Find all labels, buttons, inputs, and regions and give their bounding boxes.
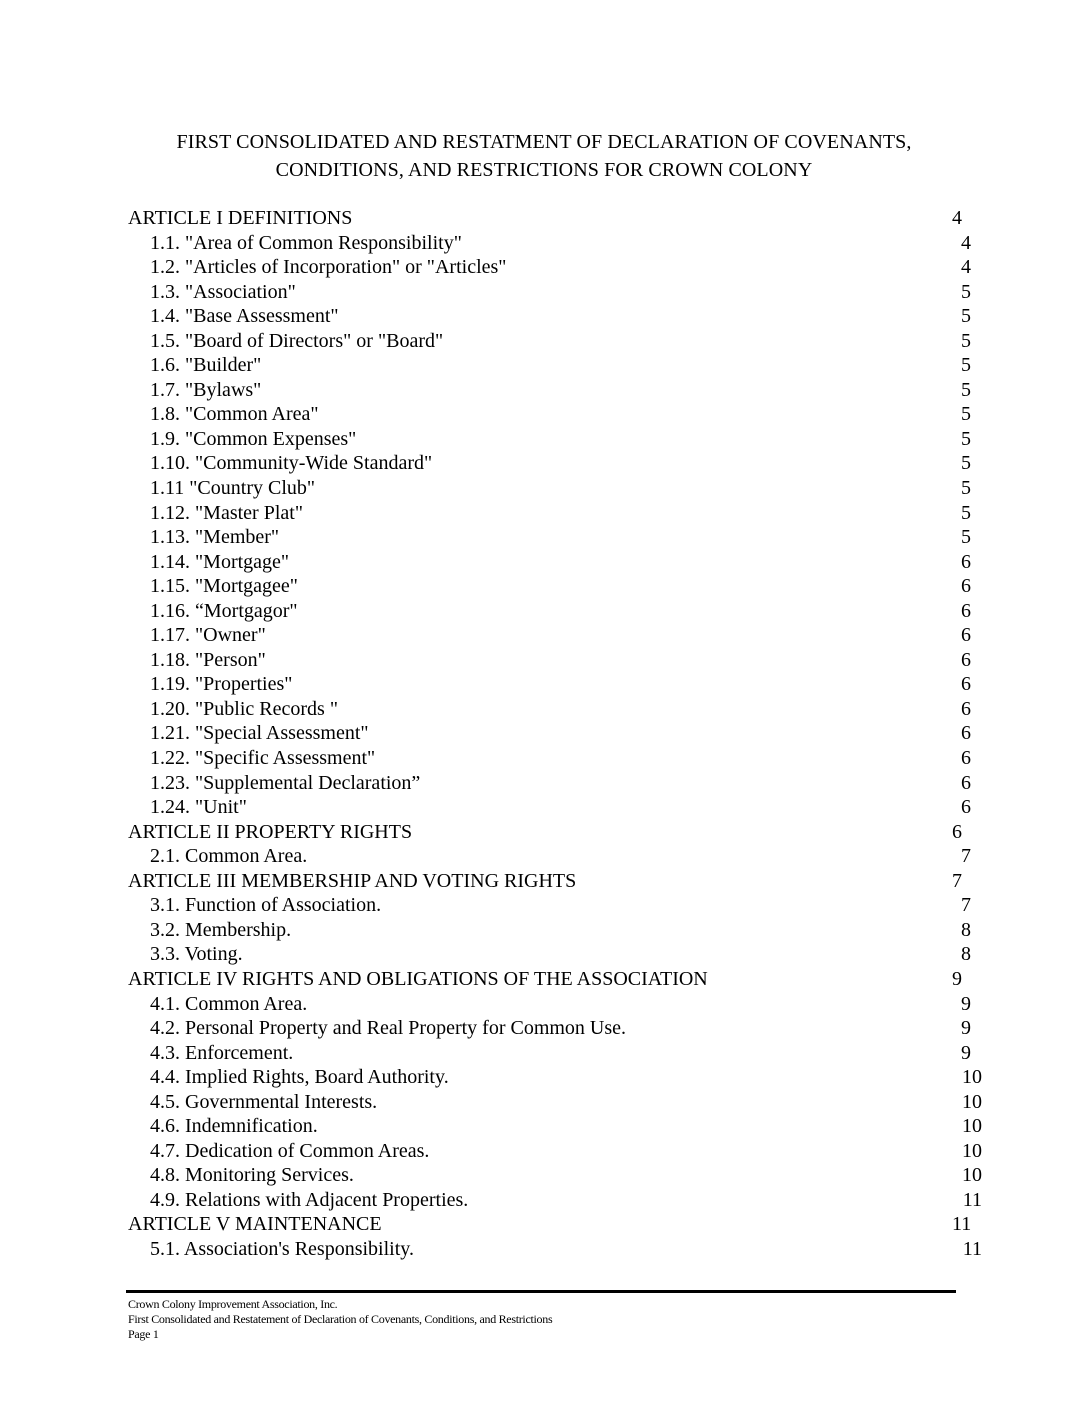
toc-page-number: 6 [961, 796, 971, 819]
toc-page-number: 5 [961, 280, 971, 303]
toc-section-row [0, 918, 1088, 943]
toc-page-number: 5 [961, 329, 971, 352]
toc-section-row [0, 378, 1088, 403]
toc-section-row [0, 795, 1088, 820]
title-line-1: FIRST CONSOLIDATED AND RESTATMENT OF DECLARATION OF COVENANTS, [176, 131, 912, 153]
toc-entry-label: 1.14. "Mortgage" [150, 550, 290, 573]
toc-page-number: 5 [961, 354, 971, 377]
toc-entry-label: 1.13. "Member" [150, 526, 280, 549]
toc-entry-label: 1.17. "Owner" [150, 624, 266, 647]
toc-page-number: 6 [961, 673, 971, 696]
toc-entry-label: 4.9. Relations with Adjacent Properties. [150, 1188, 469, 1211]
toc-page-number: 5 [961, 427, 971, 450]
toc-section-row [0, 525, 1088, 550]
toc-section-row [0, 451, 1088, 476]
toc-page-number: 11 [952, 1213, 972, 1236]
toc-entry-label: 4.4. Implied Rights, Board Authority. [150, 1066, 449, 1089]
toc-entry-label: 1.3. "Association" [150, 280, 296, 303]
toc-page-number: 10 [962, 1066, 982, 1089]
toc-entry-label: 4.7. Dedication of Common Areas. [150, 1139, 430, 1162]
toc-section-row [0, 1065, 1088, 1090]
toc-section-row [0, 771, 1088, 796]
toc-entry-label: 1.21. "Special Assessment" [150, 722, 369, 745]
toc-page-number: 6 [952, 820, 962, 843]
toc-entry-label: 5.1. Association's Responsibility. [150, 1237, 414, 1260]
table-of-contents [0, 206, 1088, 1262]
toc-page-number: 5 [961, 477, 971, 500]
toc-entry-label: ARTICLE III MEMBERSHIP AND VOTING RIGHTS [128, 869, 577, 892]
toc-entry-label: 4.6. Indemnification. [150, 1115, 318, 1138]
toc-section-row [0, 1114, 1088, 1139]
toc-entry-label: 1.2. "Articles of Incorporation" or "Articles" [150, 256, 507, 279]
toc-section-row [0, 1237, 1088, 1262]
toc-page-number: 6 [961, 550, 971, 573]
toc-entry-label: 1.4. "Base Assessment" [150, 305, 339, 328]
toc-page-number: 6 [961, 599, 971, 622]
toc-page-number: 6 [961, 697, 971, 720]
toc-page-number: 9 [961, 1017, 971, 1040]
toc-entry-label: 1.9. "Common Expenses" [150, 427, 357, 450]
toc-section-row [0, 1139, 1088, 1164]
toc-section-row [0, 304, 1088, 329]
footer-page-number: Page 1 [128, 1327, 159, 1341]
toc-page-number: 10 [962, 1164, 982, 1187]
toc-page-number: 5 [961, 403, 971, 426]
toc-page-number: 8 [961, 943, 971, 966]
toc-entry-label: 4.8. Monitoring Services. [150, 1164, 354, 1187]
toc-section-row [0, 476, 1088, 501]
toc-entry-label: 1.16. “Mortgagor" [150, 599, 298, 622]
toc-page-number: 5 [961, 501, 971, 524]
toc-page-number: 8 [961, 918, 971, 941]
toc-entry-label: ARTICLE IV RIGHTS AND OBLIGATIONS OF THE ASSOCIATION [128, 967, 708, 990]
toc-article-row [0, 967, 1088, 992]
toc-entry-label: 1.5. "Board of Directors" or "Board" [150, 329, 444, 352]
toc-section-row [0, 1016, 1088, 1041]
toc-page-number: 9 [961, 992, 971, 1015]
toc-page-number: 10 [962, 1090, 982, 1113]
toc-entry-label: 4.3. Enforcement. [150, 1041, 294, 1064]
toc-section-row [0, 893, 1088, 918]
toc-page-number: 10 [962, 1115, 982, 1138]
toc-page-number: 6 [961, 771, 971, 794]
toc-entry-label: 4.2. Personal Property and Real Property for Common Use. [150, 1017, 627, 1040]
toc-entry-label: 1.1. "Area of Common Responsibility" [150, 231, 462, 254]
title-line-2: CONDITIONS, AND RESTRICTIONS FOR CROWN COLONY [275, 159, 813, 181]
toc-section-row [0, 255, 1088, 280]
toc-entry-label: ARTICLE II PROPERTY RIGHTS [128, 820, 413, 843]
toc-section-row [0, 1090, 1088, 1115]
toc-page-number: 5 [961, 526, 971, 549]
toc-section-row [0, 648, 1088, 673]
toc-section-row [0, 844, 1088, 869]
toc-article-row [0, 1212, 1088, 1237]
toc-section-row [0, 672, 1088, 697]
toc-section-row [0, 1163, 1088, 1188]
toc-entry-label: 4.5. Governmental Interests. [150, 1090, 378, 1113]
toc-entry-label: 2.1. Common Area. [150, 845, 308, 868]
toc-page-number: 6 [961, 575, 971, 598]
toc-page-number: 11 [962, 1237, 982, 1260]
toc-page-number: 4 [961, 256, 971, 279]
toc-section-row [0, 501, 1088, 526]
toc-page-number: 5 [961, 378, 971, 401]
toc-page-number: 7 [961, 894, 971, 917]
toc-section-row [0, 623, 1088, 648]
toc-page-number: 6 [961, 648, 971, 671]
toc-section-row [0, 942, 1088, 967]
toc-entry-label: 1.23. "Supplemental Declaration” [150, 771, 421, 794]
toc-entry-label: 1.24. "Unit" [150, 796, 247, 819]
toc-page-number: 6 [961, 747, 971, 770]
footer-document-name: First Consolidated and Restatement of Declaration of Covenants, Conditions, and Restrictions [128, 1312, 553, 1326]
toc-section-row [0, 353, 1088, 378]
toc-page-number: 11 [962, 1188, 982, 1211]
toc-entry-label: ARTICLE I DEFINITIONS [128, 207, 353, 229]
footer-organization: Crown Colony Improvement Association, Inc. [128, 1297, 338, 1311]
toc-section-row [0, 697, 1088, 722]
toc-entry-label: 1.20. "Public Records " [150, 697, 338, 720]
toc-entry-label: ARTICLE V MAINTENANCE [128, 1213, 382, 1236]
toc-entry-label: 3.2. Membership. [150, 918, 292, 941]
toc-page-number: 6 [961, 722, 971, 745]
toc-section-row [0, 721, 1088, 746]
toc-page-number: 7 [952, 869, 962, 892]
toc-entry-label: 1.7. "Bylaws" [150, 378, 262, 401]
toc-page-number: 10 [962, 1139, 982, 1162]
toc-entry-label: 1.8. "Common Area" [150, 403, 319, 426]
toc-page-number: 5 [961, 305, 971, 328]
footer-divider [126, 1290, 956, 1293]
toc-section-row [0, 329, 1088, 354]
toc-page-number: 4 [952, 207, 962, 229]
toc-entry-label: 1.6. "Builder" [150, 354, 262, 377]
toc-section-row [0, 550, 1088, 575]
toc-entry-label: 1.18. "Person" [150, 648, 266, 671]
toc-entry-label: 1.15. "Mortgagee" [150, 575, 298, 598]
toc-article-row [0, 206, 1088, 231]
toc-page-number: 5 [961, 452, 971, 475]
toc-section-row [0, 280, 1088, 305]
toc-page-number: 6 [961, 624, 971, 647]
toc-section-row [0, 574, 1088, 599]
toc-entry-label: 1.12. "Master Plat" [150, 501, 303, 524]
toc-section-row [0, 1188, 1088, 1213]
toc-section-row [0, 231, 1088, 256]
toc-page-number: 9 [961, 1041, 971, 1064]
toc-entry-label: 3.3. Voting. [150, 943, 243, 966]
toc-page-number: 9 [952, 967, 962, 990]
document-title [0, 128, 1088, 184]
toc-entry-label: 1.19. "Properties" [150, 673, 293, 696]
toc-section-row [0, 746, 1088, 771]
page-footer [128, 1297, 552, 1342]
toc-page-number: 4 [961, 231, 971, 254]
toc-section-row [0, 427, 1088, 452]
toc-section-row [0, 599, 1088, 624]
toc-article-row [0, 869, 1088, 894]
toc-section-row [0, 992, 1088, 1017]
toc-entry-label: 4.1. Common Area. [150, 992, 308, 1015]
toc-section-row [0, 402, 1088, 427]
toc-section-row [0, 1041, 1088, 1066]
toc-entry-label: 1.10. "Community-Wide Standard" [150, 452, 433, 475]
toc-entry-label: 3.1. Function of Association. [150, 894, 382, 917]
toc-page-number: 7 [961, 845, 971, 868]
toc-entry-label: 1.22. "Specific Assessment" [150, 747, 376, 770]
toc-entry-label: 1.11 "Country Club" [150, 477, 316, 500]
toc-article-row [0, 820, 1088, 845]
